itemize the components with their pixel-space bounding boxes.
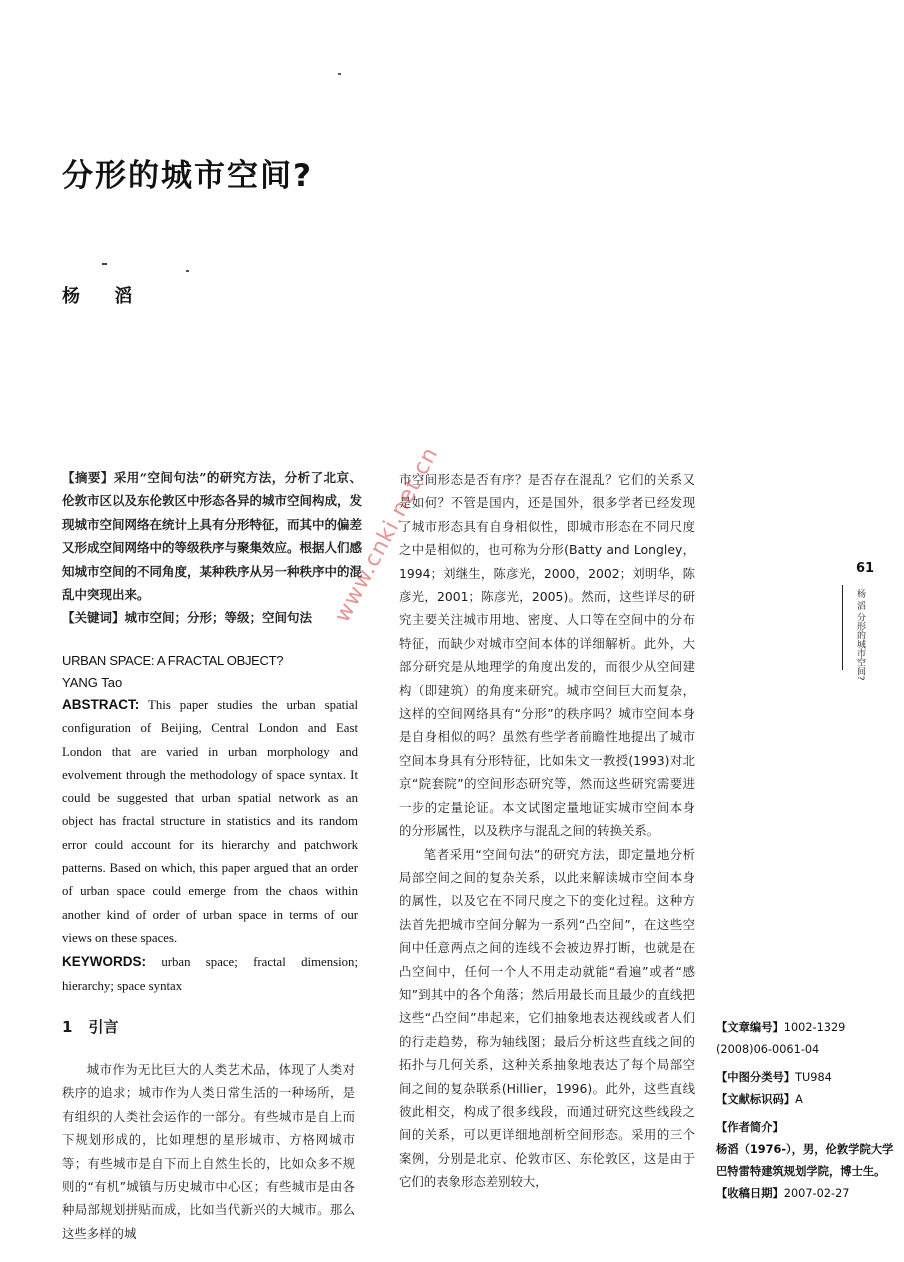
- english-keywords-text: urban space; fractal dimension; hierarchy; space syntax: [62, 955, 358, 993]
- page-number: 61: [856, 561, 875, 576]
- cn-keywords-text: 城市空间；分形；等级；空间句法: [124, 610, 313, 626]
- section-title: 引言: [88, 1018, 119, 1036]
- author-intro-row: [716, 1117, 896, 1139]
- article-number-value: 1002-1329: [783, 1021, 846, 1034]
- received-value: 2007-02-27: [783, 1187, 850, 1200]
- article-number-row: [716, 1017, 896, 1039]
- right-column-body: [399, 468, 695, 1194]
- english-abstract-block: [62, 650, 358, 998]
- section-number: 1: [62, 1018, 73, 1036]
- english-abstract-label: ABSTRACT:: [62, 697, 140, 712]
- chinese-abstract: [62, 466, 362, 630]
- watermark-text: www.cnki.net.cn: [330, 442, 444, 627]
- clc-row: [716, 1067, 896, 1089]
- intro-paragraph-2: 笔者采用“空间句法”的研究方法，即定量地分析局部空间之间的复杂关系，以此来解读城市空间本身的属性，以及它在不同尺度之下的变化过程。这种方法首先把城市空间分解为一系列“凸空间”，在这些空间中任意两点之间的连线不会被边界打断，也就是在凸空间中，任何一个人不用走动就能“看遍”或者“感知”到其中的各个角落；然后用最长而且最少的直线把这些“凸空间”串起来，它们抽象地表达视线或者人们的行走趋势，称为轴线图；最后分析这些直线之间的拓扑与几何关系，这种关系抽象地表达了每个局部空间之间的复杂联系(Hillier，1996)。此外，这些直线彼此相交，构成了很多线段，而通过研究这些线段之间的关系，可以更详细地剖析空间形态。采用的三个案例，分别是北京、伦敦市区、东伦敦区，这是由于它们的表象形态差别较大，: [399, 846, 695, 1190]
- english-author: YANG Tao: [62, 675, 123, 690]
- cn-abstract-label: 【摘要】: [62, 470, 114, 485]
- clc-value: TU984: [795, 1071, 832, 1084]
- scan-speck: [186, 270, 189, 272]
- article-number-label: 【文章编号】: [716, 1021, 784, 1034]
- english-abstract: [62, 693, 358, 950]
- doc-code-label: 【文献标识码】: [716, 1093, 796, 1106]
- doc-code-row: [716, 1089, 896, 1111]
- author-dash: [102, 263, 107, 265]
- article-title: 分形的城市空间?: [62, 158, 313, 194]
- cn-abstract-text: 采用“空间句法”的研究方法，分析了北京、伦敦市区以及东伦敦区中形态各异的城市空间构成，发现城市空间网络在统计上具有分形特征，而其中的偏差又形成空间网络中的等级秩序与聚集效应。根据人们感知城市空间的不同角度，某种秩序从另一种秩序中的混乱中突现出来。: [62, 470, 363, 603]
- cn-keywords-paragraph: [62, 606, 362, 629]
- article-author: 杨 滔: [62, 286, 147, 307]
- received-label: 【收稿日期】: [716, 1187, 784, 1200]
- article-number-row-2: (2008)06-0061-04: [716, 1043, 820, 1056]
- scan-speck: [338, 73, 341, 75]
- clc-label: 【中图分类号】: [716, 1071, 796, 1084]
- english-title: URBAN SPACE: A FRACTAL OBJECT?: [62, 653, 284, 668]
- margin-rule: [842, 585, 843, 670]
- intro-paragraph-continued: 市空间形态是否有序？是否存在混乱？它们的关系又是如何？不管是国内，还是国外，很多学者已经发现了城市形态具有自身相似性，即城市形态在不同尺度之中是相似的，也可称为分形(Batty and Longley，1994；刘继生，陈彦光，2000，2002；刘明华，陈彦光，2001；陈彦光，2005)。然而，这些详尽的研究主要关注城市用地、密度、人口等在空间中的分布特征，而缺少对城市空间本体的详细解析。此外，大部分研究是从地理学的角度出发的，而很少从空间建构（即建筑）的角度来研究。城市空间巨大而复杂，这样的空间网络具有“分形”的秩序吗？城市空间本身是自身相似的吗？虽然有些学者前瞻性地提出了城市空间本身具有分形特征，比如朱文一教授(1993)对北京“院套院”的空间形态研究等，然而这些研究需要进一步的定量论证。本文试图定量地证实城市空间本身的分形属性，以及秩序与混乱之间的转换关系。: [399, 472, 695, 839]
- english-abstract-text: This paper studies the urban spatial configuration of Beijing, Central London and East London that are varied in urban morphology and evolvement through the methodology of space syntax. It could be suggested that urban spatial network as an object has fractal structure in statistics and its random error could account for its hierarchy and patchwork patterns. Based on which, this paper argued that an order of urban space could emerge from the chaos within another kind of order of urban space in terms of our views on these spaces.: [62, 698, 359, 945]
- left-column-body: [62, 1058, 355, 1245]
- cn-keywords-label: 【关键词】: [62, 610, 125, 626]
- doc-code-value: A: [795, 1093, 803, 1106]
- english-keywords: [62, 950, 358, 998]
- author-intro-label: 【作者简介】: [716, 1121, 784, 1134]
- section-heading: [62, 1016, 118, 1037]
- intro-paragraph-1: 城市作为无比巨大的人类艺术品，体现了人类对秩序的追求；城市作为人类日常生活的一种场所，是有组织的人类社会运作的一部分。有些城市是自上而下规划形成的，比如理想的星形城市、方格网城市等；有些城市是自下而上自然生长的，比如众多不规则的“有机”城镇与历史城市中心区；有些城市是由各种局部规划拼贴而成，比如当代新兴的大城市。那么这些多样的城: [62, 1062, 355, 1241]
- article-metadata: [716, 1017, 896, 1205]
- author-intro-text: 杨滔（1976-），男，伦敦学院大学巴特雷特建筑规划学院，博士生。: [716, 1143, 894, 1178]
- cn-abstract-paragraph: [62, 466, 362, 606]
- running-title: 杨 滔 分形的城市空间?: [855, 589, 865, 681]
- english-keywords-label: KEYWORDS:: [62, 954, 146, 970]
- received-row: [716, 1183, 896, 1205]
